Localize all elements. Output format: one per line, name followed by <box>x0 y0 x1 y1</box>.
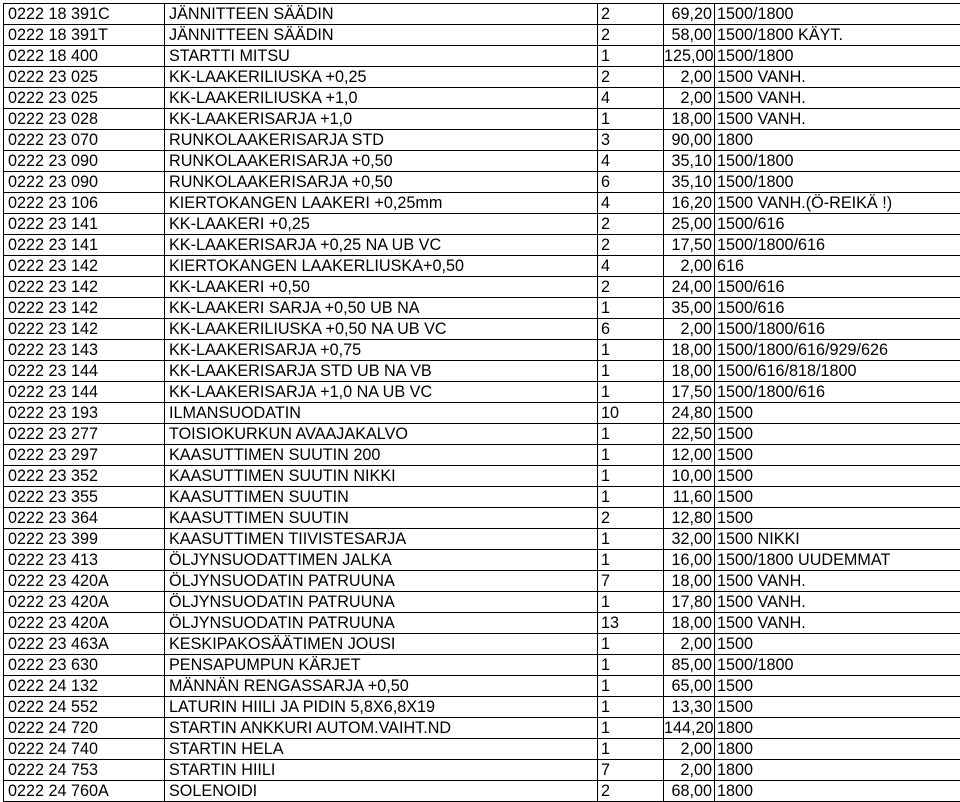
price-cell: 144,20 <box>664 719 714 737</box>
model-note-cell: 1500 NIKKI <box>715 529 960 550</box>
parts-table-body <box>4 4 960 802</box>
quantity-cell: 1 <box>598 550 664 571</box>
model-note-cell: 1500 VANH. <box>715 88 960 109</box>
quantity-cell: 1 <box>598 109 664 130</box>
price-cell: 90,00 <box>664 130 715 151</box>
part-code-cell: 0222 23 193 <box>4 403 165 424</box>
price-cell: 2,00 <box>664 88 715 109</box>
quantity-cell: 1 <box>598 340 664 361</box>
price-cell: 2,00 <box>664 739 715 760</box>
part-name-cell: KK-LAAKERILIUSKA +1,0 <box>165 88 598 109</box>
price-cell: 85,00 <box>664 655 715 676</box>
quantity-cell: 6 <box>598 319 664 340</box>
model-note-cell: 1500/1800/616/929/626 <box>715 340 960 361</box>
quantity-cell: 1 <box>598 298 664 319</box>
model-note-cell: 1500 <box>715 676 960 697</box>
table-row <box>4 571 960 592</box>
table-row <box>4 760 960 781</box>
quantity-cell: 1 <box>598 466 664 487</box>
part-name-cell: ILMANSUODATIN <box>165 403 598 424</box>
model-note-cell: 1800 <box>715 718 960 739</box>
quantity-cell: 4 <box>598 88 664 109</box>
quantity-cell: 7 <box>598 760 664 781</box>
price-cell: 16,20 <box>664 193 715 214</box>
price-cell: 125,00 <box>664 47 714 65</box>
table-row <box>4 319 960 340</box>
part-code-cell: 0222 23 420A <box>4 592 165 613</box>
quantity-cell: 1 <box>598 634 664 655</box>
price-cell: 24,00 <box>664 277 715 298</box>
part-code-cell: 0222 23 142 <box>4 256 165 277</box>
part-name-cell: SOLENOIDI <box>165 781 598 802</box>
part-name-cell: LATURIN HIILI JA PIDIN 5,8X6,8X19 <box>165 697 598 718</box>
price-cell: 65,00 <box>664 676 715 697</box>
quantity-cell: 6 <box>598 172 664 193</box>
table-row <box>4 298 960 319</box>
part-code-cell: 0222 23 630 <box>4 655 165 676</box>
part-code-cell: 0222 23 141 <box>4 214 165 235</box>
table-row <box>4 151 960 172</box>
model-note-cell: 1800 <box>715 739 960 760</box>
part-code-cell: 0222 24 760A <box>4 781 165 802</box>
table-row <box>4 487 960 508</box>
model-note-cell: 1500 <box>715 697 960 718</box>
table-row <box>4 109 960 130</box>
part-code-cell: 0222 23 420A <box>4 571 165 592</box>
table-row <box>4 508 960 529</box>
table-row <box>4 46 960 67</box>
price-cell: 69,20 <box>664 4 715 25</box>
parts-table <box>3 3 960 802</box>
price-cell: 17,50 <box>664 235 715 256</box>
model-note-cell: 1500/616 <box>715 298 960 319</box>
part-code-cell: 0222 23 070 <box>4 130 165 151</box>
price-cell: 35,10 <box>664 172 715 193</box>
part-code-cell: 0222 23 143 <box>4 340 165 361</box>
part-code-cell: 0222 23 142 <box>4 298 165 319</box>
model-note-cell: 1500/1800 <box>715 655 960 676</box>
part-code-cell: 0222 18 391C <box>4 4 165 25</box>
part-code-cell: 0222 23 090 <box>4 151 165 172</box>
part-name-cell: JÄNNITTEEN SÄÄDIN <box>165 4 598 25</box>
part-name-cell: KAASUTTIMEN SUUTIN NIKKI <box>165 466 598 487</box>
part-name-cell: KK-LAAKERISARJA STD UB NA VB <box>165 361 598 382</box>
part-code-cell: 0222 23 364 <box>4 508 165 529</box>
part-name-cell: RUNKOLAAKERISARJA +0,50 <box>165 151 598 172</box>
model-note-cell: 1500/616 <box>715 277 960 298</box>
part-name-cell: TOISIOKURKUN AVAAJAKALVO <box>165 424 598 445</box>
table-row <box>4 613 960 634</box>
quantity-cell: 2 <box>598 235 664 256</box>
part-name-cell: KIERTOKANGEN LAAKERLIUSKA+0,50 <box>165 256 598 277</box>
model-note-cell: 1800 <box>715 781 960 802</box>
model-note-cell: 1500 VANH. <box>715 67 960 88</box>
model-note-cell: 1500/1800 KÄYT. <box>715 25 960 46</box>
table-row <box>4 88 960 109</box>
part-code-cell: 0222 24 753 <box>4 760 165 781</box>
price-cell: 12,00 <box>664 445 715 466</box>
model-note-cell: 1500 VANH. <box>715 571 960 592</box>
quantity-cell: 2 <box>598 4 664 25</box>
part-name-cell: KAASUTTIMEN TIIVISTESARJA <box>165 529 598 550</box>
part-name-cell: KK-LAAKERILIUSKA +0,50 NA UB VC <box>165 319 598 340</box>
part-name-cell: KAASUTTIMEN SUUTIN <box>165 508 598 529</box>
part-name-cell: KK-LAAKERI +0,25 <box>165 214 598 235</box>
part-code-cell: 0222 23 142 <box>4 277 165 298</box>
quantity-cell: 1 <box>598 424 664 445</box>
part-code-cell: 0222 23 106 <box>4 193 165 214</box>
quantity-cell: 7 <box>598 571 664 592</box>
price-cell: 13,30 <box>664 697 715 718</box>
part-name-cell: PENSAPUMPUN KÄRJET <box>165 655 598 676</box>
part-code-cell: 0222 24 740 <box>4 739 165 760</box>
part-code-cell: 0222 23 277 <box>4 424 165 445</box>
part-name-cell: MÄNNÄN RENGASSARJA +0,50 <box>165 676 598 697</box>
part-name-cell: KK-LAAKERILIUSKA +0,25 <box>165 67 598 88</box>
table-row <box>4 781 960 802</box>
part-code-cell: 0222 23 028 <box>4 109 165 130</box>
price-cell: 18,00 <box>664 613 715 634</box>
price-cell: 18,00 <box>664 109 715 130</box>
part-code-cell: 0222 23 144 <box>4 382 165 403</box>
model-note-cell: 1500 VANH. <box>715 592 960 613</box>
model-note-cell: 1800 <box>715 130 960 151</box>
table-row <box>4 697 960 718</box>
quantity-cell: 10 <box>598 403 664 424</box>
part-name-cell: RUNKOLAAKERISARJA +0,50 <box>165 172 598 193</box>
part-name-cell: KK-LAAKERISARJA +1,0 NA UB VC <box>165 382 598 403</box>
model-note-cell: 1500/1800 <box>715 172 960 193</box>
part-name-cell: STARTIN ANKKURI AUTOM.VAIHT.ND <box>165 718 598 739</box>
part-name-cell: STARTTI MITSU <box>165 46 598 67</box>
table-row <box>4 529 960 550</box>
price-cell: 11,60 <box>664 487 715 508</box>
quantity-cell: 1 <box>598 487 664 508</box>
table-row <box>4 739 960 760</box>
part-name-cell: RUNKOLAAKERISARJA STD <box>165 130 598 151</box>
part-code-cell: 0222 18 400 <box>4 46 165 67</box>
model-note-cell: 1500/616 <box>715 214 960 235</box>
price-cell: 17,80 <box>664 592 715 613</box>
quantity-cell: 2 <box>598 25 664 46</box>
part-name-cell: STARTIN HIILI <box>165 760 598 781</box>
table-row <box>4 235 960 256</box>
table-row <box>4 130 960 151</box>
quantity-cell: 2 <box>598 214 664 235</box>
table-row <box>4 382 960 403</box>
table-row <box>4 172 960 193</box>
quantity-cell: 13 <box>598 613 664 634</box>
price-cell: 18,00 <box>664 361 715 382</box>
quantity-cell: 1 <box>598 592 664 613</box>
table-row <box>4 193 960 214</box>
quantity-cell: 1 <box>598 445 664 466</box>
price-cell: 2,00 <box>664 256 715 277</box>
part-name-cell: KAASUTTIMEN SUUTIN <box>165 487 598 508</box>
price-cell: 35,10 <box>664 151 715 172</box>
quantity-cell: 1 <box>598 697 664 718</box>
part-name-cell: ÖLJYNSUODATIN PATRUUNA <box>165 592 598 613</box>
table-row <box>4 634 960 655</box>
model-note-cell: 1500 VANH.(Ö-REIKÄ !) <box>715 193 960 214</box>
table-row <box>4 340 960 361</box>
table-row <box>4 718 960 739</box>
price-cell: 68,00 <box>664 781 715 802</box>
price-cell: 32,00 <box>664 529 715 550</box>
part-code-cell: 0222 24 720 <box>4 718 165 739</box>
model-note-cell: 1500/1800 <box>715 46 960 67</box>
part-name-cell: STARTIN HELA <box>165 739 598 760</box>
quantity-cell: 1 <box>598 739 664 760</box>
quantity-cell: 1 <box>598 529 664 550</box>
quantity-cell: 2 <box>598 67 664 88</box>
price-cell: 2,00 <box>664 634 715 655</box>
quantity-cell: 2 <box>598 781 664 802</box>
part-code-cell: 0222 23 297 <box>4 445 165 466</box>
price-cell: 22,50 <box>664 424 715 445</box>
model-note-cell: 1500 <box>715 403 960 424</box>
quantity-cell: 1 <box>598 655 664 676</box>
price-cell: 35,00 <box>664 298 715 319</box>
price-cell: 2,00 <box>664 319 715 340</box>
part-name-cell: KK-LAAKERISARJA +1,0 <box>165 109 598 130</box>
part-code-cell: 0222 23 352 <box>4 466 165 487</box>
price-cell: 10,00 <box>664 466 715 487</box>
model-note-cell: 1500 <box>715 487 960 508</box>
price-cell: 18,00 <box>664 571 715 592</box>
table-row <box>4 592 960 613</box>
model-note-cell: 1500 <box>715 424 960 445</box>
table-row <box>4 277 960 298</box>
part-name-cell: ÖLJYNSUODATIN PATRUUNA <box>165 571 598 592</box>
part-name-cell: KIERTOKANGEN LAAKERI +0,25mm <box>165 193 598 214</box>
table-row <box>4 4 960 25</box>
quantity-cell: 4 <box>598 193 664 214</box>
quantity-cell: 3 <box>598 130 664 151</box>
price-cell: 18,00 <box>664 340 715 361</box>
price-cell: 24,80 <box>664 403 715 424</box>
part-code-cell: 0222 24 132 <box>4 676 165 697</box>
part-name-cell: KK-LAAKERI +0,50 <box>165 277 598 298</box>
model-note-cell: 1500/1800/616 <box>715 235 960 256</box>
price-cell: 25,00 <box>664 214 715 235</box>
model-note-cell: 1500/1800/616 <box>715 382 960 403</box>
model-note-cell: 1500 VANH. <box>715 613 960 634</box>
price-cell: 12,80 <box>664 508 715 529</box>
table-row <box>4 655 960 676</box>
price-cell: 16,00 <box>664 550 715 571</box>
quantity-cell: 1 <box>598 361 664 382</box>
table-row <box>4 25 960 46</box>
part-name-cell: KESKIPAKOSÄÄTIMEN JOUSI <box>165 634 598 655</box>
part-code-cell: 0222 23 355 <box>4 487 165 508</box>
part-name-cell: KK-LAAKERISARJA +0,75 <box>165 340 598 361</box>
quantity-cell: 1 <box>598 718 664 739</box>
model-note-cell: 1500/1800 <box>715 151 960 172</box>
model-note-cell: 1500 <box>715 634 960 655</box>
part-name-cell: ÖLJYNSUODATIN PATRUUNA <box>165 613 598 634</box>
model-note-cell: 1500 <box>715 466 960 487</box>
part-name-cell: KK-LAAKERISARJA +0,25 NA UB VC <box>165 235 598 256</box>
part-code-cell: 0222 23 144 <box>4 361 165 382</box>
quantity-cell: 2 <box>598 277 664 298</box>
part-code-cell: 0222 24 552 <box>4 697 165 718</box>
table-row <box>4 424 960 445</box>
part-code-cell: 0222 23 025 <box>4 67 165 88</box>
part-name-cell: ÖLJYNSUODATTIMEN JALKA <box>165 550 598 571</box>
price-cell: 2,00 <box>664 760 715 781</box>
quantity-cell: 2 <box>598 508 664 529</box>
model-note-cell: 1500/1800/616 <box>715 319 960 340</box>
quantity-cell: 1 <box>598 676 664 697</box>
part-code-cell: 0222 23 463A <box>4 634 165 655</box>
table-row <box>4 403 960 424</box>
price-cell: 17,50 <box>664 382 715 403</box>
price-cell: 58,00 <box>664 25 715 46</box>
model-note-cell: 1500/1800 UUDEMMAT <box>715 550 960 571</box>
table-row <box>4 214 960 235</box>
price-cell: 2,00 <box>664 67 715 88</box>
quantity-cell: 4 <box>598 151 664 172</box>
model-note-cell: 1500 <box>715 445 960 466</box>
model-note-cell: 616 <box>715 256 960 277</box>
model-note-cell: 1500/1800 <box>715 4 960 25</box>
table-row <box>4 550 960 571</box>
part-code-cell: 0222 23 413 <box>4 550 165 571</box>
quantity-cell: 1 <box>598 46 664 67</box>
part-name-cell: KK-LAAKERI SARJA +0,50 UB NA <box>165 298 598 319</box>
model-note-cell: 1500/616/818/1800 <box>715 361 960 382</box>
part-code-cell: 0222 23 141 <box>4 235 165 256</box>
table-row <box>4 466 960 487</box>
table-row <box>4 256 960 277</box>
model-note-cell: 1500 VANH. <box>715 109 960 130</box>
quantity-cell: 1 <box>598 382 664 403</box>
table-row <box>4 445 960 466</box>
model-note-cell: 1500 <box>715 508 960 529</box>
table-row <box>4 676 960 697</box>
quantity-cell: 4 <box>598 256 664 277</box>
table-row <box>4 361 960 382</box>
part-code-cell: 0222 18 391T <box>4 25 165 46</box>
part-code-cell: 0222 23 142 <box>4 319 165 340</box>
part-code-cell: 0222 23 090 <box>4 172 165 193</box>
part-name-cell: JÄNNITTEEN SÄÄDIN <box>165 25 598 46</box>
part-code-cell: 0222 23 420A <box>4 613 165 634</box>
part-name-cell: KAASUTTIMEN SUUTIN 200 <box>165 445 598 466</box>
model-note-cell: 1800 <box>715 760 960 781</box>
part-code-cell: 0222 23 399 <box>4 529 165 550</box>
table-row <box>4 67 960 88</box>
part-code-cell: 0222 23 025 <box>4 88 165 109</box>
